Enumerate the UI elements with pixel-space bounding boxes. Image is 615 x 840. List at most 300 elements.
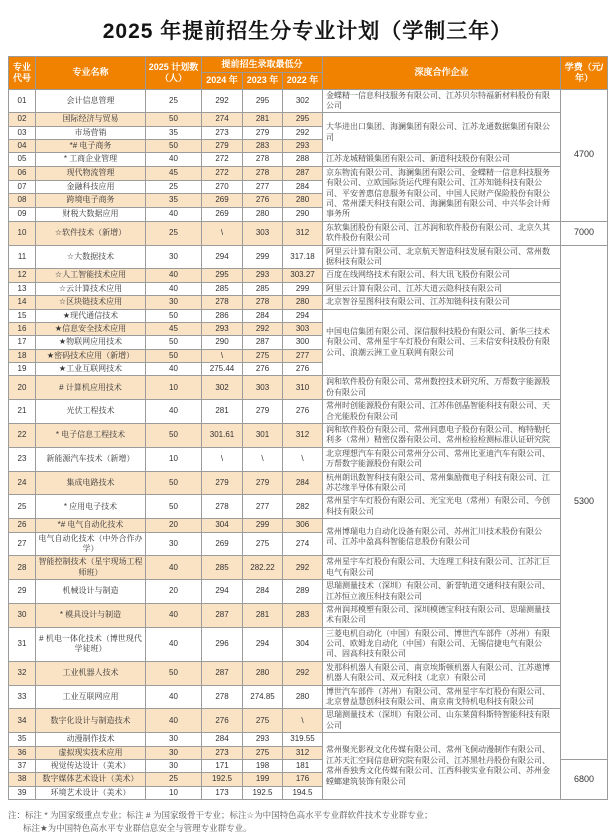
major-code-cell: 08 (9, 194, 36, 208)
score-2024-cell: 279 (202, 471, 243, 495)
score-2024-cell: 270 (202, 180, 243, 194)
score-2023-cell: 281 (243, 113, 283, 126)
major-name-cell: 工业机器人技术 (36, 661, 146, 685)
plan-count-cell: 35 (146, 126, 202, 139)
major-name-cell: ★信息安全技术应用 (36, 322, 146, 335)
score-2022-cell: 306 (283, 519, 323, 532)
score-2023-cell: 275 (243, 709, 283, 733)
plan-count-cell: 30 (146, 733, 202, 746)
score-2022-cell: 292 (283, 556, 323, 580)
score-2023-cell: 281 (243, 603, 283, 627)
score-2024-cell: 293 (202, 322, 243, 335)
score-2022-cell: 276 (283, 363, 323, 376)
table-row (9, 733, 608, 746)
score-2022-cell: 312 (283, 746, 323, 759)
score-2024-cell: 284 (202, 733, 243, 746)
score-2022-cell: 292 (283, 661, 323, 685)
company-cell: 中国电信集团有限公司、深信服科技股份有限公司、新华三技术有限公司、常州星宇车灯股份有限公司、三未信安科技股份有限公司、浪潮云洲工业互联网有限公司 (323, 309, 561, 376)
score-2023-cell: 274.85 (243, 685, 283, 709)
score-2024-cell: 285 (202, 282, 243, 295)
major-name-cell: * 应用电子技术 (36, 495, 146, 519)
major-code-cell: 30 (9, 603, 36, 627)
score-2023-cell: 275 (243, 746, 283, 759)
score-2022-cell: \ (283, 447, 323, 471)
company-cell: 金蝶精一信息科技服务有限公司、江苏贝尔特福新材料股份有限公司 (323, 89, 561, 113)
major-code-cell: 34 (9, 709, 36, 733)
company-cell: 阿里云计算有限公司、北京航天智造科技发展有限公司、常州数据科技有限公司 (323, 245, 561, 269)
company-cell: 百度在线网络技术有限公司、科大讯飞股份有限公司 (323, 269, 561, 282)
score-2023-cell: 303 (243, 376, 283, 400)
table-row (9, 296, 608, 309)
score-2023-cell: 299 (243, 245, 283, 269)
footnotes (8, 809, 607, 835)
major-name-cell: ★物联网应用技术 (36, 336, 146, 349)
score-2022-cell: 289 (283, 580, 323, 604)
plan-count-cell: 50 (146, 349, 202, 362)
major-code-cell: 06 (9, 166, 36, 180)
score-2023-cell: 293 (243, 269, 283, 282)
score-2022-cell: 280 (283, 296, 323, 309)
major-name-cell: # 计算机应用技术 (36, 376, 146, 400)
table-row (9, 245, 608, 269)
table-row (9, 556, 608, 580)
score-2023-cell: 299 (243, 519, 283, 532)
company-cell: 常州星宇车灯股份有限公司、光宝光电（常州）有限公司、今创科技有限公司 (323, 495, 561, 519)
plan-count-cell: 20 (146, 519, 202, 532)
plan-count-cell: 10 (146, 786, 202, 799)
major-name-cell: 工业互联网应用 (36, 685, 146, 709)
score-2023-cell: 279 (243, 471, 283, 495)
score-2022-cell: 312 (283, 424, 323, 448)
major-code-cell: 39 (9, 786, 36, 799)
major-code-cell: 05 (9, 153, 36, 166)
major-code-cell: 31 (9, 627, 36, 661)
plan-count-cell: 25 (146, 180, 202, 194)
score-2023-cell: 275 (243, 349, 283, 362)
plan-count-cell: 50 (146, 424, 202, 448)
score-2024-cell: 294 (202, 580, 243, 604)
plan-count-cell: 10 (146, 447, 202, 471)
plan-count-cell: 40 (146, 282, 202, 295)
plan-count-cell: 25 (146, 89, 202, 113)
fee-cell: 5300 (561, 245, 608, 759)
score-2023-cell: 285 (243, 282, 283, 295)
score-2024-cell: 301.61 (202, 424, 243, 448)
score-2022-cell: 295 (283, 113, 323, 126)
major-code-cell: 21 (9, 400, 36, 424)
score-2022-cell: 303 (283, 322, 323, 335)
plan-count-cell: 50 (146, 471, 202, 495)
score-2022-cell: 176 (283, 773, 323, 786)
header-year-2022: 2022 年 (283, 73, 323, 89)
major-code-cell: 02 (9, 113, 36, 126)
plan-count-cell: 35 (146, 194, 202, 208)
score-2022-cell: 288 (283, 153, 323, 166)
score-2023-cell: 284 (243, 580, 283, 604)
header-plan-count: 2025 计划数（人） (146, 57, 202, 90)
major-code-cell: 14 (9, 296, 36, 309)
major-code-cell: 27 (9, 532, 36, 556)
score-2023-cell: 301 (243, 424, 283, 448)
major-code-cell: 19 (9, 363, 36, 376)
plan-count-cell: 20 (146, 580, 202, 604)
score-2023-cell: 283 (243, 140, 283, 153)
major-code-cell: 33 (9, 685, 36, 709)
plan-count-cell: 40 (146, 153, 202, 166)
score-2022-cell: 299 (283, 282, 323, 295)
major-code-cell: 37 (9, 759, 36, 772)
major-name-cell: ☆人工智能技术应用 (36, 269, 146, 282)
score-2022-cell: 277 (283, 349, 323, 362)
score-2022-cell: 319.55 (283, 733, 323, 746)
score-2024-cell: 272 (202, 166, 243, 180)
score-2023-cell: 278 (243, 166, 283, 180)
table-row (9, 309, 608, 322)
header-fee: 学费（元/年） (561, 57, 608, 90)
plan-count-cell: 40 (146, 709, 202, 733)
score-2024-cell: 279 (202, 140, 243, 153)
table-row (9, 424, 608, 448)
score-2022-cell: 280 (283, 685, 323, 709)
score-2022-cell: 284 (283, 180, 323, 194)
major-code-cell: 07 (9, 180, 36, 194)
score-2023-cell: 292 (243, 322, 283, 335)
score-2024-cell: 278 (202, 495, 243, 519)
score-2022-cell: 303.27 (283, 269, 323, 282)
score-2023-cell: 295 (243, 89, 283, 113)
major-code-cell: 16 (9, 322, 36, 335)
major-code-cell: 29 (9, 580, 36, 604)
score-2024-cell: 294 (202, 245, 243, 269)
table-row (9, 166, 608, 180)
company-cell: 阿里云计算有限公司、江苏大道云隐科技有限公司 (323, 282, 561, 295)
company-cell: 常州星宇车灯股份有限公司、大连理工科技有限公司、江苏汇巨电气有限公司 (323, 556, 561, 580)
major-name-cell: *# 电子商务 (36, 140, 146, 153)
table-row (9, 685, 608, 709)
major-code-cell: 22 (9, 424, 36, 448)
major-name-cell: *# 电气自动化技术 (36, 519, 146, 532)
company-cell: 常州博瑞电力自动化设备有限公司、苏州汇川技术股份有限公司、江苏中盈高科智能信息股份有限公司 (323, 519, 561, 556)
plan-count-cell: 40 (146, 269, 202, 282)
plan-count-cell: 50 (146, 113, 202, 126)
score-2024-cell: 276 (202, 709, 243, 733)
page-title: 2025 年提前招生分专业计划（学制三年） (102, 20, 513, 43)
score-2024-cell: 287 (202, 661, 243, 685)
major-name-cell: * 模具设计与制造 (36, 603, 146, 627)
score-2024-cell: 192.5 (202, 773, 243, 786)
plan-count-cell: 25 (146, 221, 202, 245)
major-code-cell: 35 (9, 733, 36, 746)
score-2022-cell: 282 (283, 495, 323, 519)
company-cell: 江苏龙城精锻集团有限公司、新道科技股份有限公司 (323, 153, 561, 166)
major-code-cell: 25 (9, 495, 36, 519)
major-name-cell: 光伏工程技术 (36, 400, 146, 424)
company-cell: 思瑞测量技术（深圳）有限公司、新誉轨道交通科技有限公司、江苏恒立液压科技有限公司 (323, 580, 561, 604)
major-name-cell: 动漫制作技术 (36, 733, 146, 746)
major-name-cell: 电气自动化技术（中外合作办学） (36, 532, 146, 556)
score-2024-cell: 296 (202, 627, 243, 661)
score-2022-cell: 276 (283, 400, 323, 424)
plan-count-cell: 30 (146, 746, 202, 759)
score-2023-cell: 275 (243, 532, 283, 556)
major-code-cell: 17 (9, 336, 36, 349)
table-row (9, 580, 608, 604)
score-2022-cell: 274 (283, 532, 323, 556)
major-code-cell: 28 (9, 556, 36, 580)
major-code-cell: 32 (9, 661, 36, 685)
header-company: 深度合作企业 (323, 57, 561, 90)
plan-count-cell: 10 (146, 376, 202, 400)
major-name-cell: ☆区块链技术应用 (36, 296, 146, 309)
company-cell: 思瑞测量技术（深圳）有限公司、山东莱茵科斯特智能科技有限公司 (323, 709, 561, 733)
major-code-cell: 01 (9, 89, 36, 113)
major-name-cell: 数字化设计与制造技术 (36, 709, 146, 733)
company-cell: 常州时创能源股份有限公司、江苏伟创晶智能科技有限公司、天合光能股份有限公司 (323, 400, 561, 424)
major-code-cell: 13 (9, 282, 36, 295)
major-code-cell: 18 (9, 349, 36, 362)
score-2024-cell: 171 (202, 759, 243, 772)
header-score-group: 提前招生录取最低分 (202, 57, 323, 73)
score-2023-cell: 192.5 (243, 786, 283, 799)
table-row (9, 282, 608, 295)
header-year-2024: 2024 年 (202, 73, 243, 89)
fee-cell: 4700 (561, 89, 608, 221)
table-row (9, 471, 608, 495)
plan-count-cell: 50 (146, 336, 202, 349)
header-major-code: 专业代号 (9, 57, 36, 90)
score-2022-cell: 287 (283, 166, 323, 180)
table-row (9, 89, 608, 113)
major-code-cell: 04 (9, 140, 36, 153)
major-code-cell: 38 (9, 773, 36, 786)
table-row (9, 495, 608, 519)
table-row (9, 221, 608, 245)
score-2023-cell: 199 (243, 773, 283, 786)
company-cell: 大华进出口集团、海澜集团有限公司、江苏龙通数据集团有限公司 (323, 113, 561, 153)
score-2024-cell: 290 (202, 336, 243, 349)
score-2024-cell: 273 (202, 746, 243, 759)
major-name-cell: * 工商企业管理 (36, 153, 146, 166)
major-code-cell: 23 (9, 447, 36, 471)
major-name-cell: 视觉传达设计（美术） (36, 759, 146, 772)
header-year-2023: 2023 年 (243, 73, 283, 89)
major-code-cell: 11 (9, 245, 36, 269)
score-2024-cell: 272 (202, 153, 243, 166)
table-row (9, 113, 608, 126)
company-cell: 杭州朗讯数智科技有限公司、常州集励微电子科技有限公司、江苏芯缘半导体有限公司 (323, 471, 561, 495)
major-name-cell: 跨境电子商务 (36, 194, 146, 208)
plan-count-cell: 30 (146, 245, 202, 269)
score-2024-cell: \ (202, 447, 243, 471)
score-2023-cell: 278 (243, 296, 283, 309)
score-2022-cell: 290 (283, 208, 323, 222)
score-2022-cell: 310 (283, 376, 323, 400)
score-2024-cell: 295 (202, 269, 243, 282)
table-row (9, 376, 608, 400)
fee-cell: 6800 (561, 759, 608, 799)
table-row (9, 153, 608, 166)
table-row (9, 603, 608, 627)
plan-count-cell: 40 (146, 685, 202, 709)
major-name-cell: 集成电路技术 (36, 471, 146, 495)
score-2023-cell: 282.22 (243, 556, 283, 580)
plan-count-cell: 40 (146, 603, 202, 627)
company-cell: 博世汽车部件（苏州）有限公司、常州星宇车灯股份有限公司、北京曾益慧创科技有限公司、南京南戈特机电科技有限公司 (323, 685, 561, 709)
score-2023-cell: 294 (243, 627, 283, 661)
company-cell: 东软集团股份有限公司、江苏润和软件股份有限公司、北京久其软件股份有限公司 (323, 221, 561, 245)
score-2022-cell: 284 (283, 471, 323, 495)
table-row (9, 709, 608, 733)
score-2022-cell: 292 (283, 126, 323, 139)
score-2022-cell: 181 (283, 759, 323, 772)
major-code-cell: 15 (9, 309, 36, 322)
table-row (9, 447, 608, 471)
score-2024-cell: 286 (202, 309, 243, 322)
score-2023-cell: 279 (243, 400, 283, 424)
table-row (9, 661, 608, 685)
score-2024-cell: 304 (202, 519, 243, 532)
score-2024-cell: 269 (202, 208, 243, 222)
score-2022-cell: 294 (283, 309, 323, 322)
plan-count-cell: 50 (146, 661, 202, 685)
score-2023-cell: \ (243, 447, 283, 471)
major-name-cell: 金融科技应用 (36, 180, 146, 194)
major-code-cell: 24 (9, 471, 36, 495)
plan-count-cell: 50 (146, 495, 202, 519)
plan-count-cell: 30 (146, 296, 202, 309)
table-row (9, 269, 608, 282)
score-2023-cell: 277 (243, 495, 283, 519)
score-2022-cell: 304 (283, 627, 323, 661)
major-name-cell: # 机电一体化技术（博世现代学徒班） (36, 627, 146, 661)
major-name-cell: 会计信息管理 (36, 89, 146, 113)
score-2022-cell: 293 (283, 140, 323, 153)
score-2023-cell: 198 (243, 759, 283, 772)
score-2024-cell: 273 (202, 126, 243, 139)
table-row (9, 627, 608, 661)
score-2024-cell: 285 (202, 556, 243, 580)
major-name-cell: 虚拟现实技术应用 (36, 746, 146, 759)
score-2024-cell: 274 (202, 113, 243, 126)
score-2024-cell: 275.44 (202, 363, 243, 376)
major-code-cell: 26 (9, 519, 36, 532)
score-2023-cell: 276 (243, 363, 283, 376)
score-2023-cell: 284 (243, 309, 283, 322)
major-name-cell: 市场营销 (36, 126, 146, 139)
major-code-cell: 03 (9, 126, 36, 139)
plan-table (8, 56, 608, 800)
major-name-cell: 机械设计与制造 (36, 580, 146, 604)
score-2023-cell: 280 (243, 661, 283, 685)
score-2024-cell: 302 (202, 376, 243, 400)
major-code-cell: 36 (9, 746, 36, 759)
footnote-line-2: 标注★为中国特色高水平专业群信息安全与管理专业群专业。 (23, 823, 252, 834)
major-name-cell: ☆云计算技术应用 (36, 282, 146, 295)
score-2023-cell: 280 (243, 208, 283, 222)
score-2023-cell: 287 (243, 336, 283, 349)
major-name-cell: 国际经济与贸易 (36, 113, 146, 126)
major-name-cell: 环境艺术设计（美术） (36, 786, 146, 799)
score-2023-cell: 276 (243, 194, 283, 208)
plan-count-cell: 40 (146, 208, 202, 222)
major-name-cell: 现代物流管理 (36, 166, 146, 180)
score-2024-cell: \ (202, 221, 243, 245)
table-row (9, 519, 608, 532)
major-name-cell: ☆大数据技术 (36, 245, 146, 269)
score-2024-cell: 269 (202, 194, 243, 208)
table-header (9, 57, 608, 90)
score-2024-cell: \ (202, 349, 243, 362)
score-2022-cell: 312 (283, 221, 323, 245)
major-code-cell: 12 (9, 269, 36, 282)
score-2022-cell: \ (283, 709, 323, 733)
score-2024-cell: 173 (202, 786, 243, 799)
score-2024-cell: 278 (202, 685, 243, 709)
score-2022-cell: 300 (283, 336, 323, 349)
company-cell: 北京理想汽车有限公司常州分公司、常州比亚迪汽车有限公司、万帮数字能源股份有限公司 (323, 447, 561, 471)
header-major-name: 专业名称 (36, 57, 146, 90)
company-cell: 发那科机器人有限公司、南京埃斯顿机器人有限公司、江苏遨博机器人有限公司、双元科技（北京）有限公司 (323, 661, 561, 685)
score-2023-cell: 278 (243, 153, 283, 166)
score-2024-cell: 287 (202, 603, 243, 627)
major-name-cell: 数字媒体艺术设计（美术） (36, 773, 146, 786)
plan-count-cell: 50 (146, 140, 202, 153)
score-2024-cell: 278 (202, 296, 243, 309)
score-2024-cell: 292 (202, 89, 243, 113)
major-name-cell: ☆软件技术（新增） (36, 221, 146, 245)
company-cell: 京东物流有限公司、海澜集团有限公司、金蝶精一信息科技服务有限公司、立欧国际货运代理有限公司、江苏知链科技有限公司、平安普惠信息服务有限公司、中国人民财产保险股份有限公司、常州溧天科技有限公司、海澜集团有限公司、中兴华会计师事务所 (323, 166, 561, 221)
plan-count-cell: 30 (146, 759, 202, 772)
plan-table-body (9, 89, 608, 800)
major-code-cell: 09 (9, 208, 36, 222)
score-2023-cell: 303 (243, 221, 283, 245)
score-2023-cell: 279 (243, 126, 283, 139)
score-2022-cell: 317.18 (283, 245, 323, 269)
major-code-cell: 20 (9, 376, 36, 400)
major-name-cell: * 电子信息工程技术 (36, 424, 146, 448)
plan-count-cell: 45 (146, 166, 202, 180)
plan-count-cell: 40 (146, 556, 202, 580)
plan-count-cell: 50 (146, 309, 202, 322)
fee-cell: 7000 (561, 221, 608, 245)
plan-count-cell: 40 (146, 627, 202, 661)
company-cell: 三菱电机自动化（中国）有限公司、博世汽车部件（苏州）有限公司、欧姆龙自动化（中国）有限公司、无锡信捷电气有限公司、固高科技有限公司 (323, 627, 561, 661)
plan-count-cell: 25 (146, 773, 202, 786)
major-name-cell: ★工业互联网技术 (36, 363, 146, 376)
company-cell: 润和软件股份有限公司、常州同惠电子股份有限公司、梅特勒托利多（常州）精密仪器有限公司、常州检验检测标准认证研究院 (323, 424, 561, 448)
major-name-cell: 智能控制技术（星宇现场工程师班） (36, 556, 146, 580)
score-2023-cell: 293 (243, 733, 283, 746)
company-cell: 润和软件股份有限公司、常州数控技术研究所、万帮数字能源股份有限公司 (323, 376, 561, 400)
major-name-cell: 新能源汽车技术（新增） (36, 447, 146, 471)
footnote-line-1: 注：标注 * 为国家级重点专业；标注 # 为国家级骨干专业；标注☆为中国特色高水平专业群软件技术专业群专业； (8, 810, 433, 821)
score-2022-cell: 283 (283, 603, 323, 627)
major-name-cell: 财税大数据应用 (36, 208, 146, 222)
plan-count-cell: 45 (146, 322, 202, 335)
company-cell: 常州润邦模塑有限公司、深圳模德宝科技有限公司、思瑞测量技术有限公司 (323, 603, 561, 627)
company-cell: 北京智谷星图科技有限公司、江苏知链科技有限公司 (323, 296, 561, 309)
company-cell: 常州聚光影视文化传媒有限公司、常州飞侗动漫制作有限公司、江苏天汇空间信息研究院有限公司、江苏黑牡丹股份有限公司、常州香独秀文化传媒有限公司、江西科骏实业有限公司、苏州金螳螂建筑装饰有限公司 (323, 733, 561, 800)
score-2022-cell: 280 (283, 194, 323, 208)
score-2023-cell: 277 (243, 180, 283, 194)
score-2022-cell: 194.5 (283, 786, 323, 799)
score-2022-cell: 302 (283, 89, 323, 113)
plan-count-cell: 40 (146, 363, 202, 376)
score-2024-cell: 269 (202, 532, 243, 556)
plan-count-cell: 40 (146, 400, 202, 424)
major-name-cell: ★密码技术应用（新增） (36, 349, 146, 362)
table-row (9, 400, 608, 424)
